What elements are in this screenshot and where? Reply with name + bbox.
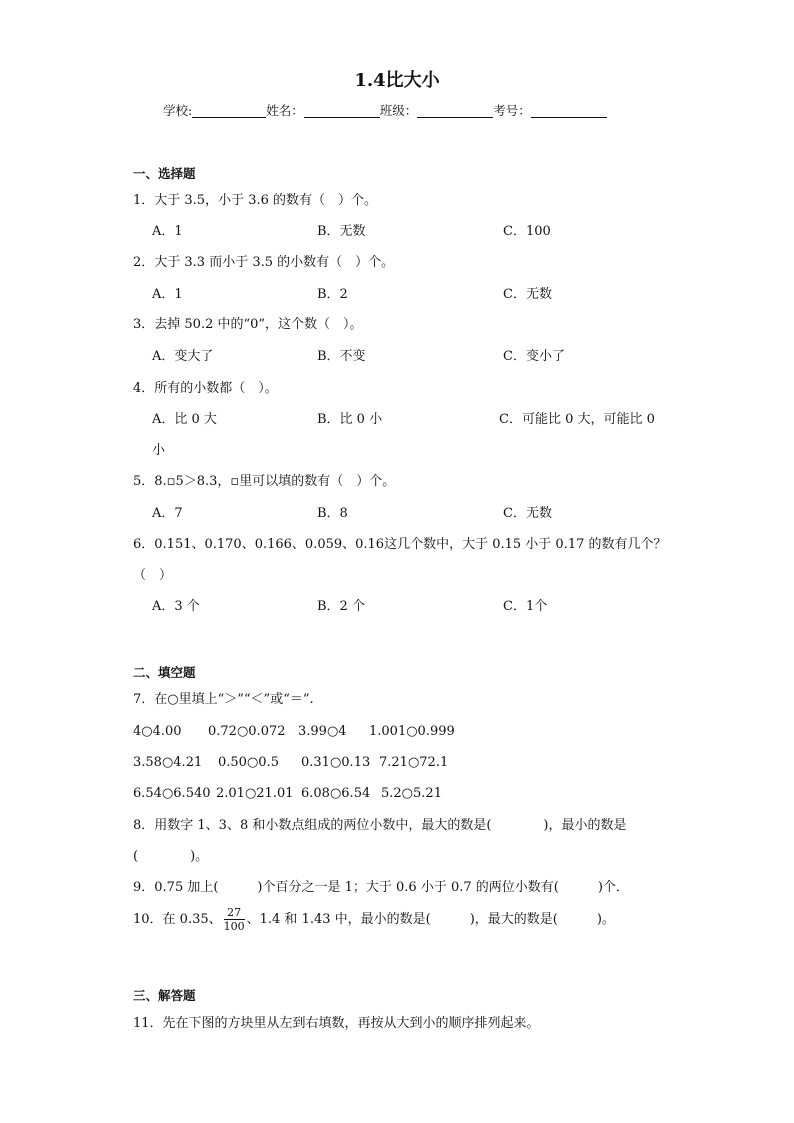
student-info-line <box>163 104 607 118</box>
question-5: 5．8.▫5＞8.3，▫里可以填的数有（ ）个。 <box>133 474 396 489</box>
q1-option-b: B．无数 <box>317 224 366 239</box>
q7-item: 2.01○21.01 <box>216 786 294 801</box>
question-11: 11．先在下图的方块里从左到右填数，再按从大到小的顺序排列起来。 <box>133 1016 540 1031</box>
q7-item: 3.58○4.21 <box>133 755 203 770</box>
q4-option-a: A．比 0 大 <box>152 412 217 427</box>
page-title: 1.4比大小 <box>354 70 440 91</box>
class-blank <box>417 104 493 118</box>
question-6: 6．0.151、0.170、0.166、0.059、0.16这几个数中，大于 0.15 小于 0.17 的数有几个？ <box>133 537 667 552</box>
question-4: 4．所有的小数都（ ）。 <box>133 381 278 396</box>
name-label: 姓名： <box>266 103 304 118</box>
q7-item: 4○4.00 <box>133 724 182 739</box>
q6-option-b: B．2 个 <box>317 599 365 614</box>
q4-option-c-continued: 小 <box>152 443 166 458</box>
question-10 <box>133 907 615 932</box>
fraction-27-100 <box>224 907 245 932</box>
fraction-denominator: 100 <box>223 920 245 933</box>
question-8: 8．用数字 1、3、8 和小数点组成的两位小数中，最大的数是( )，最小的数是 <box>133 818 627 833</box>
q7-item: 0.72○0.072 <box>208 724 286 739</box>
q1-option-c: C．100 <box>503 224 551 239</box>
q7-item: 0.31○0.13 <box>301 755 371 770</box>
q4-option-b: B．比 0 小 <box>317 412 383 427</box>
q2-option-c: C．无数 <box>503 287 552 302</box>
exam-no-label: 考号： <box>493 103 531 118</box>
q7-item: 7.21○72.1 <box>379 755 449 770</box>
question-3: 3．去掉 50.2 中的“0”，这个数（ ）。 <box>133 317 363 332</box>
q1-option-a: A．1 <box>152 224 183 239</box>
q6-option-c: C．1个 <box>503 599 548 614</box>
section-heading-fill: 二、填空题 <box>133 665 196 680</box>
q5-option-a: A．7 <box>152 506 183 521</box>
question-9: 9．0.75 加上( )个百分之一是 1；大于 0.6 小于 0.7 的两位小数有( )个． <box>133 880 629 895</box>
q10-pre: 10．在 0.35、 <box>133 912 222 927</box>
q7-item: 6.08○6.54 <box>301 786 371 801</box>
q7-item: 1.001○0.999 <box>369 724 455 739</box>
school-blank <box>192 104 266 118</box>
q7-item: 5.2○5.21 <box>381 786 442 801</box>
q5-option-b: B．8 <box>317 506 348 521</box>
name-blank <box>304 104 380 118</box>
school-label: 学校: <box>163 103 193 118</box>
q3-option-a: A．变大了 <box>152 349 214 364</box>
section-heading-choice: 一、选择题 <box>133 166 196 181</box>
question-7: 7．在○里填上“＞”“＜”或“＝”. <box>133 692 314 707</box>
q7-item: 3.99○4 <box>298 724 347 739</box>
question-6-blank: （ ） <box>133 568 173 583</box>
q7-item: 6.54○6.540 <box>133 786 211 801</box>
q2-option-a: A．1 <box>152 287 183 302</box>
exam-no-blank <box>531 104 607 118</box>
fraction-numerator: 27 <box>224 907 245 920</box>
q7-item: 0.50○0.5 <box>218 755 279 770</box>
section-heading-answer: 三、解答题 <box>133 988 196 1003</box>
question-1: 1．大于 3.5，小于 3.6 的数有（ ）个。 <box>133 193 378 208</box>
q6-option-a: A．3 个 <box>152 599 200 614</box>
question-8-cont: ( )。 <box>133 849 209 864</box>
q3-option-b: B．不变 <box>317 349 366 364</box>
question-2: 2．大于 3.3 而小于 3.5 的小数有（ ）个。 <box>133 255 395 270</box>
q2-option-b: B．2 <box>317 287 348 302</box>
q4-option-c: C．可能比 0 大，可能比 0 <box>499 412 655 427</box>
q5-option-c: C．无数 <box>503 506 552 521</box>
class-label: 班级： <box>379 103 418 118</box>
q10-post: 、1.4 和 1.43 中，最小的数是( )，最大的数是( )。 <box>246 912 615 927</box>
q3-option-c: C．变小了 <box>503 349 565 364</box>
